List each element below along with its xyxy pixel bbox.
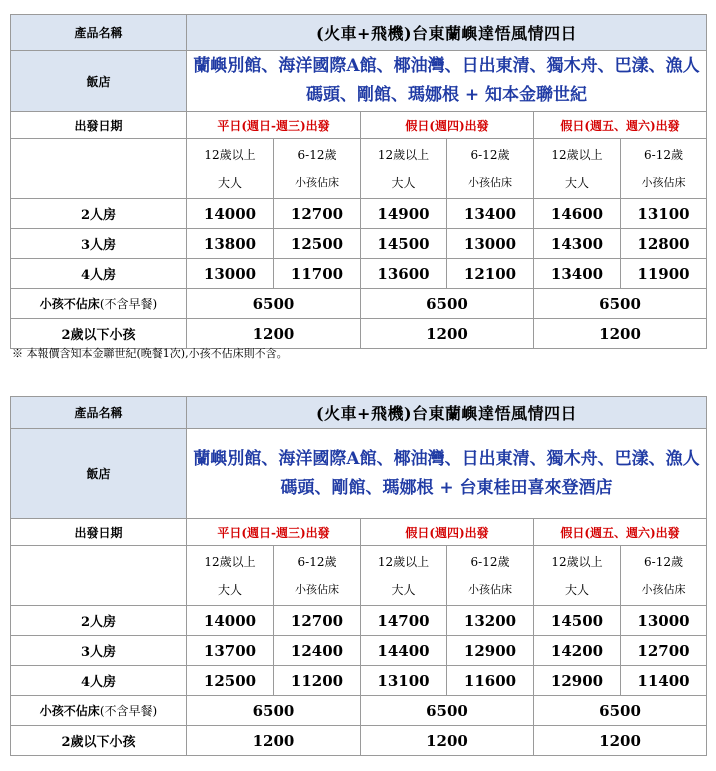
blank-cell bbox=[11, 139, 187, 199]
room-type-label: 2人房 bbox=[11, 199, 187, 229]
age-adult: 12歲以上 bbox=[551, 147, 603, 162]
age-header bbox=[361, 139, 447, 199]
child-bed-label: 小孩佔床 bbox=[641, 175, 686, 189]
price-cell: 13000 bbox=[621, 606, 707, 636]
table-row bbox=[11, 666, 707, 696]
price-cell: 12900 bbox=[447, 636, 534, 666]
price-cell: 6500 bbox=[534, 696, 707, 726]
table-row bbox=[11, 259, 707, 289]
price-cell: 13000 bbox=[447, 229, 534, 259]
price-cell: 14500 bbox=[534, 606, 621, 636]
price-cell: 12800 bbox=[621, 229, 707, 259]
hotel-list: 蘭嶼別館、海洋國際A館、椰油灣、日出東清、獨木舟、巴漾、漁人碼頭、剛館、瑪娜根 + 台東桂田喜來登酒店 bbox=[187, 429, 707, 519]
child-no-bed-label: 小孩不佔床(不含早餐) bbox=[11, 289, 187, 319]
price-cell: 13400 bbox=[447, 199, 534, 229]
adult-label: 大人 bbox=[391, 175, 416, 190]
price-cell: 1200 bbox=[361, 319, 534, 349]
price-cell: 12700 bbox=[274, 199, 361, 229]
price-cell: 12500 bbox=[274, 229, 361, 259]
age-child: 6-12歲 bbox=[297, 147, 337, 162]
age-child: 6-12歲 bbox=[644, 147, 683, 162]
price-cell: 11900 bbox=[621, 259, 707, 289]
age-header bbox=[187, 546, 274, 606]
age-child: 6-12歲 bbox=[470, 147, 510, 162]
child-bed-label: 小孩佔床 bbox=[295, 175, 339, 189]
age-adult: 12歲以上 bbox=[204, 554, 256, 569]
period-weekday: 平日(週日-週三)出發 bbox=[187, 112, 361, 139]
price-cell: 1200 bbox=[534, 319, 707, 349]
price-cell: 12500 bbox=[187, 666, 274, 696]
price-cell: 12100 bbox=[447, 259, 534, 289]
age-header bbox=[534, 139, 621, 199]
table-row bbox=[11, 229, 707, 259]
price-cell: 14300 bbox=[534, 229, 621, 259]
price-cell: 13400 bbox=[534, 259, 621, 289]
table-row bbox=[11, 199, 707, 229]
product-title: (火車+飛機)台東蘭嶼達悟風情四日 bbox=[187, 15, 707, 51]
age-header bbox=[621, 546, 707, 606]
room-type-label: 4人房 bbox=[11, 666, 187, 696]
adult-label: 大人 bbox=[217, 582, 242, 597]
price-cell: 14600 bbox=[534, 199, 621, 229]
period-fri-sat: 假日(週五、週六)出發 bbox=[534, 112, 707, 139]
price-cell: 14000 bbox=[187, 606, 274, 636]
hotel-list: 蘭嶼別館、海洋國際A館、椰油灣、日出東清、獨木舟、巴漾、漁人碼頭、剛館、瑪娜根 + 知本金聯世紀 bbox=[187, 51, 707, 112]
price-cell: 13200 bbox=[447, 606, 534, 636]
age-header bbox=[274, 139, 361, 199]
table-row bbox=[11, 636, 707, 666]
price-cell: 14400 bbox=[361, 636, 447, 666]
departure-date-label: 出發日期 bbox=[11, 519, 187, 546]
age-adult: 12歲以上 bbox=[377, 147, 430, 162]
age-header bbox=[621, 139, 707, 199]
price-cell: 14200 bbox=[534, 636, 621, 666]
price-cell: 6500 bbox=[187, 696, 361, 726]
price-cell: 6500 bbox=[361, 696, 534, 726]
price-cell: 6500 bbox=[361, 289, 534, 319]
room-type-label: 2人房 bbox=[11, 606, 187, 636]
price-cell: 13000 bbox=[187, 259, 274, 289]
room-type-label: 3人房 bbox=[11, 636, 187, 666]
price-cell: 13100 bbox=[621, 199, 707, 229]
hotel-label: 飯店 bbox=[11, 51, 187, 112]
age-child: 6-12歲 bbox=[297, 554, 337, 569]
departure-date-label: 出發日期 bbox=[11, 112, 187, 139]
price-cell: 13700 bbox=[187, 636, 274, 666]
hotel-label: 飯店 bbox=[11, 429, 187, 519]
price-cell: 12400 bbox=[274, 636, 361, 666]
price-cell: 11600 bbox=[447, 666, 534, 696]
price-table-2 bbox=[10, 396, 707, 756]
room-type-label: 3人房 bbox=[11, 229, 187, 259]
age-header bbox=[447, 139, 534, 199]
child-no-bed-label: 小孩不佔床(不含早餐) bbox=[11, 696, 187, 726]
age-adult: 12歲以上 bbox=[204, 147, 256, 162]
product-title: (火車+飛機)台東蘭嶼達悟風情四日 bbox=[187, 397, 707, 429]
price-cell: 14900 bbox=[361, 199, 447, 229]
adult-label: 大人 bbox=[564, 175, 589, 190]
adult-label: 大人 bbox=[217, 175, 242, 190]
period-thursday: 假日(週四)出發 bbox=[361, 112, 534, 139]
age-header bbox=[274, 546, 361, 606]
adult-label: 大人 bbox=[391, 582, 416, 597]
age-header bbox=[447, 546, 534, 606]
age-child: 6-12歲 bbox=[644, 554, 683, 569]
age-adult: 12歲以上 bbox=[377, 554, 430, 569]
child-bed-label: 小孩佔床 bbox=[295, 582, 339, 596]
age-header bbox=[361, 546, 447, 606]
under-2-label: 2歲以下小孩 bbox=[11, 319, 187, 349]
table-row bbox=[11, 606, 707, 636]
age-adult: 12歲以上 bbox=[551, 554, 603, 569]
blank-cell bbox=[11, 546, 187, 606]
price-table-1 bbox=[10, 14, 707, 349]
price-note: ※ 本報價含知本金聯世紀(晚餐1次),小孩不佔床則不含。 bbox=[12, 347, 288, 360]
age-header bbox=[534, 546, 621, 606]
period-fri-sat: 假日(週五、週六)出發 bbox=[534, 519, 707, 546]
age-child: 6-12歲 bbox=[470, 554, 510, 569]
price-cell: 11700 bbox=[274, 259, 361, 289]
price-cell: 12700 bbox=[621, 636, 707, 666]
price-cell: 12900 bbox=[534, 666, 621, 696]
price-cell: 14700 bbox=[361, 606, 447, 636]
price-cell: 1200 bbox=[534, 726, 707, 756]
price-cell: 1200 bbox=[361, 726, 534, 756]
table-row bbox=[11, 696, 707, 726]
period-weekday: 平日(週日-週三)出發 bbox=[187, 519, 361, 546]
price-cell: 1200 bbox=[187, 726, 361, 756]
under-2-label: 2歲以下小孩 bbox=[11, 726, 187, 756]
price-cell: 13100 bbox=[361, 666, 447, 696]
child-bed-label: 小孩佔床 bbox=[468, 582, 512, 596]
product-name-label: 產品名稱 bbox=[11, 397, 187, 429]
table-row bbox=[11, 289, 707, 319]
price-cell: 6500 bbox=[187, 289, 361, 319]
price-cell: 13800 bbox=[187, 229, 274, 259]
adult-label: 大人 bbox=[564, 582, 589, 597]
period-thursday: 假日(週四)出發 bbox=[361, 519, 534, 546]
price-cell: 12700 bbox=[274, 606, 361, 636]
child-bed-label: 小孩佔床 bbox=[641, 582, 686, 596]
price-cell: 14500 bbox=[361, 229, 447, 259]
table-row bbox=[11, 726, 707, 756]
price-cell: 1200 bbox=[187, 319, 361, 349]
child-bed-label: 小孩佔床 bbox=[468, 175, 512, 189]
price-cell: 14000 bbox=[187, 199, 274, 229]
price-cell: 13600 bbox=[361, 259, 447, 289]
product-name-label: 產品名稱 bbox=[11, 15, 187, 51]
price-cell: 6500 bbox=[534, 289, 707, 319]
price-cell: 11200 bbox=[274, 666, 361, 696]
age-header bbox=[187, 139, 274, 199]
room-type-label: 4人房 bbox=[11, 259, 187, 289]
table-row bbox=[11, 319, 707, 349]
price-cell: 11400 bbox=[621, 666, 707, 696]
